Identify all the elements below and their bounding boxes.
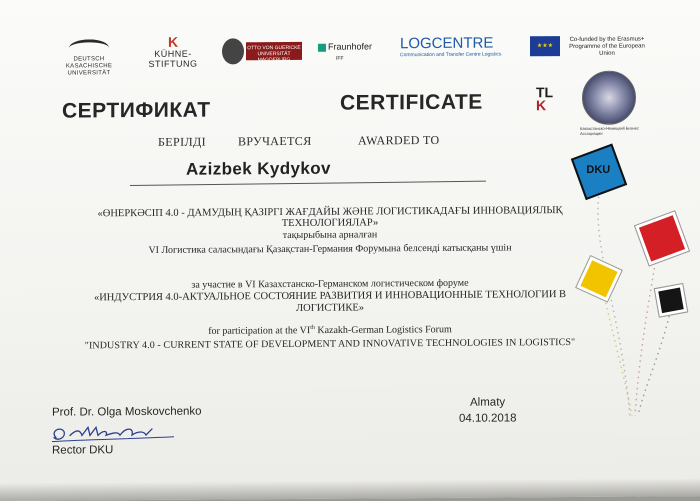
en-line1-sup: th: [310, 324, 315, 331]
fraunhofer-mark-icon: [318, 43, 326, 51]
magdeburg-text: OTTO VON GUERICKE UNIVERSITÄT MAGDEBURG: [246, 42, 302, 60]
kz-line3: VI Логистика саласындағы Қазақстан-Германия Форумына белсенді катысқаны үшін: [148, 242, 512, 256]
black-kite: [655, 284, 687, 317]
photo-shadow: [0, 478, 700, 501]
seal-caption: Казахстанско-Немецкий Бизнес Ассоциации: [580, 125, 639, 136]
kuhne-mark: K: [167, 33, 179, 50]
awarded-en: AWARDED TO: [358, 132, 440, 148]
en-line1-b: Kazakh-German Logistics Forum: [314, 324, 452, 337]
date: 04.10.2018: [459, 412, 517, 425]
tlk-logo: [536, 86, 553, 112]
tlk-bottom: K: [536, 97, 547, 114]
recipient-name: Azizbek Kydykov: [186, 158, 331, 179]
dku-logo-text: DEUTSCH KASACHISCHE UNIVERSITÄT: [65, 56, 113, 77]
kuhne-stiftung-logo: [130, 34, 216, 69]
magdeburg-university-logo: [222, 38, 302, 65]
logcentre-sub: Communication and Transfer Centre Logistics: [400, 51, 502, 59]
ru-line1: за участие в VI Казахстанско-Германском логистическом форуме: [191, 277, 469, 291]
dku-kite-label: DKU: [586, 163, 611, 177]
awarded-ru: ВРУЧАЕТСЯ: [238, 133, 312, 149]
place: Almaty: [470, 396, 506, 409]
dku-logo: [54, 39, 124, 77]
handwritten-signature: [48, 417, 178, 448]
en-line1: [120, 323, 540, 337]
fraunhofer-text: Fraunhofer: [328, 41, 373, 52]
signatory-role: Rector DKU: [52, 444, 114, 457]
eu-text: Co-funded by the Erasmus+ Programme of the European Union: [569, 36, 645, 57]
ru-topic: «ИНДУСТРИЯ 4.0-АКТУАЛЬНОЕ СОСТОЯНИЕ РАЗВИТИЯ И ИННОВАЦИОННЫЕ ТЕХНОЛОГИИ В ЛОГИСТИКЕ»: [93, 289, 567, 314]
title-ru: СЕРТИФИКАТ: [62, 98, 211, 123]
name-underline: [130, 181, 486, 186]
tlk-top: TL: [536, 84, 554, 101]
title-en: CERTIFICATE: [340, 90, 483, 115]
en-line1-a: for participation at the VI: [208, 325, 311, 337]
signatory-name: Prof. Dr. Olga Moskovchenko: [52, 405, 202, 419]
kz-topic: «ӨНЕРКӘСІП 4.0 - ДАМУДЫҢ ҚАЗІРГІ ЖАҒДАЙЫ ЖӘНЕ ЛОГИСТИКАДАҒЫ ИННОВАЦИЯЛЫҚ ТЕХНОЛОГИЯЛАР»: [97, 205, 563, 230]
kuhne-text: KÜHNE-STIFTUNG: [148, 48, 198, 69]
fraunhofer-sub: IFF: [336, 55, 344, 62]
eu-flag-icon: ★★★: [530, 36, 560, 56]
erasmus-eu-logo: [530, 35, 650, 58]
logcentre-text: LOGCENTRE: [400, 34, 494, 53]
awarded-kz: БЕРІЛДІ: [158, 134, 207, 149]
kz-line2: тақырыбына арналған: [282, 229, 378, 242]
logcentre-logo: [400, 34, 501, 58]
forum-seal-icon: [582, 71, 636, 125]
guericke-portrait-icon: [222, 38, 244, 64]
en-topic: "INDUSTRY 4.0 - CURRENT STATE OF DEVELOPMENT AND INNOVATIVE TECHNOLOGIES IN LOGISTICS": [84, 336, 576, 352]
fraunhofer-logo: [318, 41, 372, 61]
